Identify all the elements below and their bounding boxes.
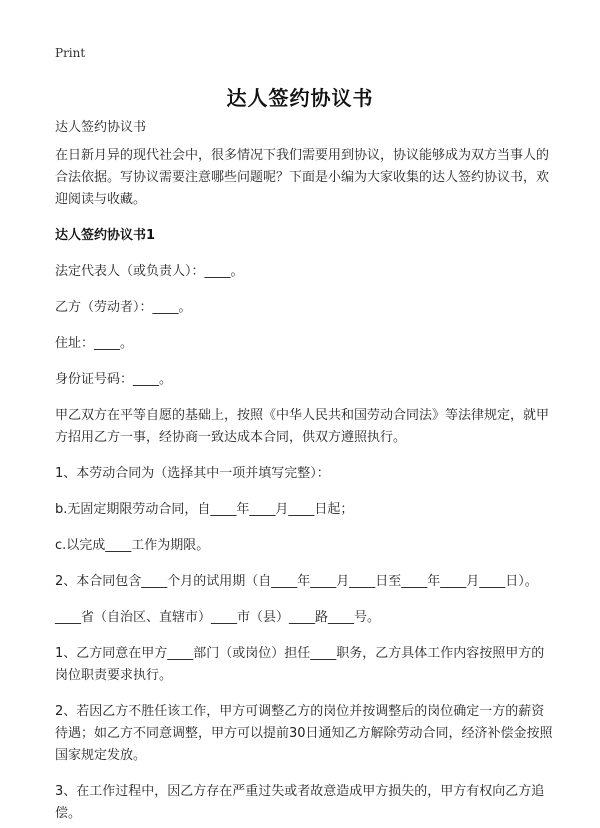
- field-legal-representative: 法定代表人（或负责人）：____。: [55, 264, 244, 279]
- document-title: 达人签约协议书: [226, 86, 374, 110]
- job-clause-1: 1、乙方同意在甲方____部门（或岗位）担任____职务，乙方具体工作内容按照甲方的岗位职责要求执行。: [55, 646, 545, 683]
- clause-1-type: 1、本劳动合同为（选择其中一项并填写完整）：: [55, 466, 330, 481]
- document-body: [55, 117, 555, 825]
- clause-option-c: c.以完成____工作为期限。: [55, 538, 210, 553]
- section-heading: 达人签约协议书1: [55, 228, 156, 243]
- agreement-paragraph: 甲乙双方在平等自愿的基础上，按照《中华人民共和国劳动合同法》等法律规定，就甲方招用乙方一事，经协商一致达成本合同，供双方遵照执行。: [55, 408, 550, 445]
- field-id-number: 身份证号码：____。: [55, 372, 173, 387]
- intro-subtitle: 达人签约协议书: [55, 120, 147, 135]
- field-party-b: 乙方（劳动者）：____。: [55, 300, 192, 315]
- job-clause-2: 2、若因乙方不胜任该工作，甲方可调整乙方的岗位并按调整后的岗位确定一方的薪资待遇；如乙方不同意调整，甲方可以提前30日通知乙方解除劳动合同，经济补偿金按照国家规定发放。: [55, 704, 553, 763]
- address-line: ____省（自治区、直辖市）____市（县）____路____号。: [55, 610, 381, 625]
- job-clause-3: 3、在工作过程中，因乙方存在严重过失或者故意造成甲方损失的，甲方有权向乙方追偿。: [55, 784, 545, 821]
- clause-2-probation: 2、本合同包含____个月的试用期（自____年____月____日至____年____月____日）。: [55, 574, 538, 589]
- intro-paragraph: 在日新月异的现代社会中，很多情况下我们需要用到协议，协议能够成为双方当事人的合法依据。写协议需要注意哪些问题呢？下面是小编为大家收集的达人签约协议书，欢迎阅读与收藏。: [55, 148, 550, 207]
- field-address: 住址：____。: [55, 336, 134, 351]
- print-link[interactable]: Print: [55, 46, 86, 60]
- clause-option-b: b.无固定期限劳动合同，自____年____月____日起；: [55, 502, 354, 517]
